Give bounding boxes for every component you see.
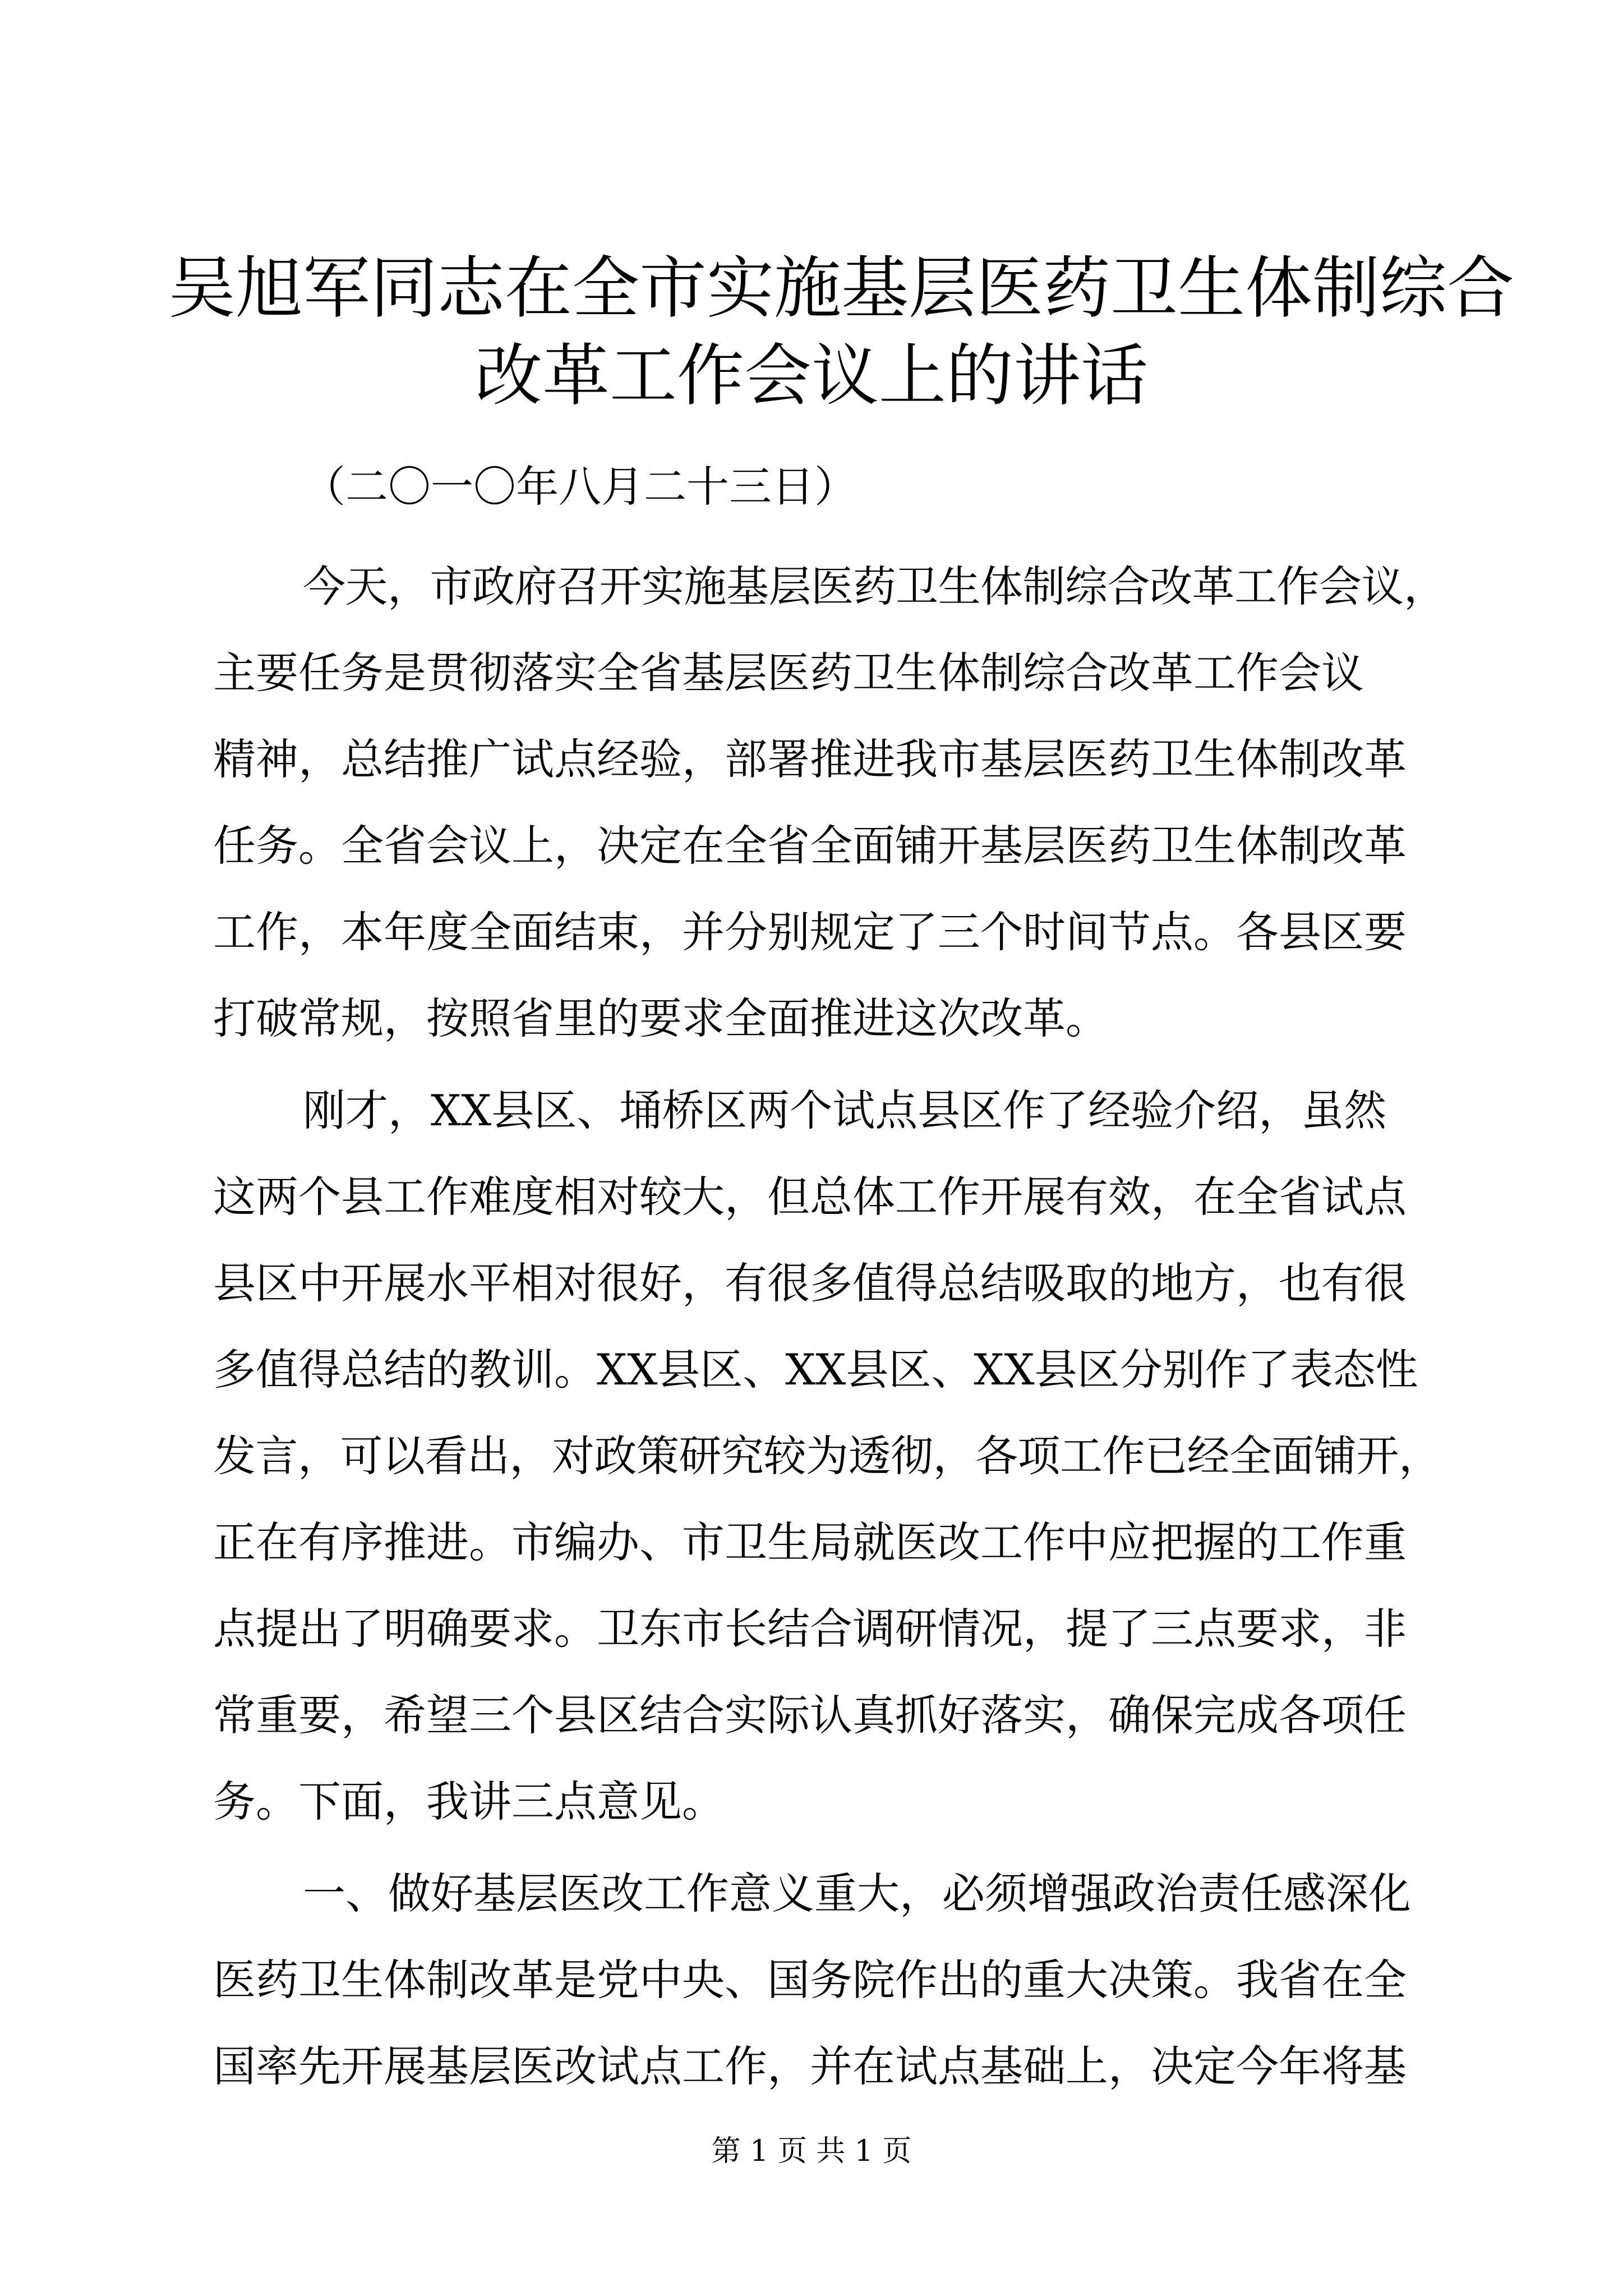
document-date: （二〇一〇年八月二十三日） bbox=[303, 462, 857, 512]
body-line: 这两个县工作难度相对较大，但总体工作开展有效，在全省试点 bbox=[213, 1172, 1407, 1222]
body-line: 点提出了明确要求。卫东市长结合调研情况，提了三点要求，非 bbox=[213, 1604, 1407, 1654]
body-line: 发言，可以看出，对政策研究较为透彻，各项工作已经全面铺开， bbox=[213, 1431, 1441, 1481]
body-line: 精神，总结推广试点经验，部署推进我市基层医药卫生体制改革 bbox=[213, 734, 1407, 784]
body-line: 刚才，XX县区、埇桥区两个试点县区作了经验介绍，虽然 bbox=[303, 1085, 1387, 1135]
body-line: 医药卫生体制改革是党中央、国务院作出的重大决策。我省在全 bbox=[213, 1955, 1407, 2005]
body-line: 主要任务是贯彻落实全省基层医药卫生体制综合改革工作会议 bbox=[213, 648, 1364, 698]
page-footer: 第 1 页 共 1 页 bbox=[711, 2134, 912, 2168]
body-line: 国率先开展基层医改试点工作，并在试点基础上，决定今年将基 bbox=[213, 2041, 1407, 2091]
body-line: 务。下面，我讲三点意见。 bbox=[213, 1777, 725, 1826]
body-line: 工作，本年度全面结束，并分别规定了三个时间节点。各县区要 bbox=[213, 907, 1407, 957]
body-line: 县区中开展水平相对很好，有很多值得总结吸取的地方，也有很 bbox=[213, 1258, 1407, 1308]
body-line: 任务。全省会议上，决定在全省全面铺开基层医药卫生体制改革 bbox=[213, 821, 1407, 871]
body-line: 多值得总结的教训。XX县区、XX县区、XX县区分别作了表态性 bbox=[213, 1345, 1418, 1395]
body-line: 打破常规，按照省里的要求全面推进这次改革。 bbox=[213, 993, 1108, 1043]
body-line: 常重要，希望三个县区结合实际认真抓好落实，确保完成各项任 bbox=[213, 1690, 1407, 1740]
document-title-line-2: 改革工作会议上的讲话 bbox=[475, 337, 1148, 415]
document-title-line-1: 吴旭军同志在全市实施基层医药卫生体制综合 bbox=[168, 250, 1514, 328]
body-line: 今天，市政府召开实施基层医药卫生体制综合改革工作会议， bbox=[303, 562, 1446, 611]
body-line: 一、做好基层医改工作意义重大，必须增强政治责任感深化 bbox=[303, 1869, 1411, 1918]
body-line: 正在有序推进。市编办、市卫生局就医改工作中应把握的工作重 bbox=[213, 1517, 1407, 1567]
